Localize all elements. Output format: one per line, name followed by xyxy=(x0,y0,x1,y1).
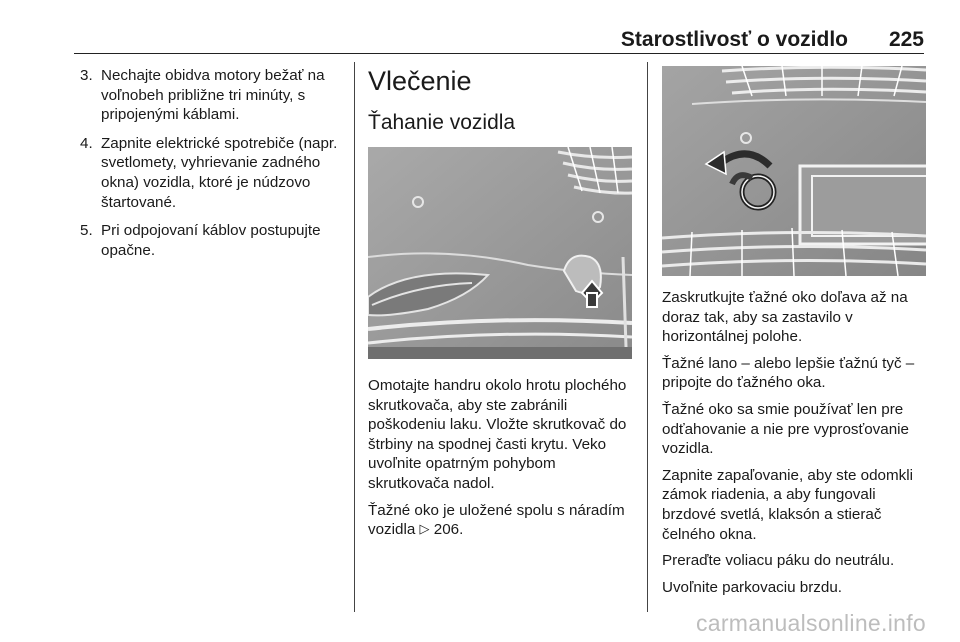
step-text: Zapnite elektrické spotrebiče (napr. svetlomety, vyhrievanie zadného okna) vozidla, ktoré je núdzovo štartované. xyxy=(101,134,338,211)
page-header xyxy=(0,0,960,56)
page-reference: 206. xyxy=(433,521,464,539)
towing-eye-drawing xyxy=(662,66,926,276)
column-3 xyxy=(662,66,932,597)
step-number: 5. xyxy=(80,222,93,240)
instruction-paragraph xyxy=(368,501,636,540)
steps-list xyxy=(80,66,342,260)
paragraph-text: Ťažné oko je uložené spolu s náradím vozidla xyxy=(368,501,625,539)
column-divider-right xyxy=(647,62,648,612)
instruction-paragraph: Zaskrutkujte ťažné oko doľava až na doraz tak, aby sa zastavilo v horizontálnej polohe. xyxy=(662,289,908,346)
towing-eye-illustration xyxy=(662,66,926,276)
page-number: 225 xyxy=(888,28,924,51)
instruction-paragraph: Omotajte handru okolo hrotu plochého skrutkovača, aby ste zabránili poškodeniu laku. Vložte skrutkovač do štrbiny na spodnej časti krytu. Veko uvoľnite opatrným pohybom skrutkovača nadol. xyxy=(368,377,627,492)
instruction-paragraph: Ťažné lano – alebo lepšie ťažnú tyč – pripojte do ťažného oka. xyxy=(662,354,915,392)
column-2 xyxy=(368,66,636,540)
column-divider-left xyxy=(354,62,355,612)
bumper-cover-drawing xyxy=(368,147,632,359)
step-item xyxy=(80,66,342,125)
step-text: Nechajte obidva motory bežať na voľnobeh približne tri minúty, s pripojenými káblami. xyxy=(101,67,325,124)
column-1 xyxy=(80,66,342,269)
page-reference-icon: ▷ xyxy=(419,521,430,537)
header-title: Starostlivosť o vozidlo xyxy=(620,28,848,51)
step-item xyxy=(80,134,342,212)
header-rule xyxy=(74,53,924,54)
watermark: carmanualsonline.info xyxy=(695,610,926,636)
step-item xyxy=(80,221,342,260)
instruction-paragraph: Uvoľnite parkovaciu brzdu. xyxy=(662,578,843,596)
step-number: 4. xyxy=(80,134,93,152)
bumper-cover-illustration xyxy=(368,147,632,359)
instruction-paragraph: Preraďte voliacu páku do neutrálu. xyxy=(662,552,895,570)
instruction-paragraph: Zapnite zapaľovanie, aby ste odomkli zámok riadenia, a aby fungovali brzdové svetlá, klaksón a stierač čelného okna. xyxy=(662,466,913,543)
section-title: Vlečenie xyxy=(368,66,472,96)
step-number: 3. xyxy=(80,67,93,84)
step-text: Pri odpojovaní káblov postupujte opačne. xyxy=(101,222,321,259)
subsection-title: Ťahanie vozidla xyxy=(368,111,516,134)
instruction-paragraph: Ťažné oko sa smie používať len pre odťahovanie a nie pre vyprosťovanie vozidla. xyxy=(662,400,909,458)
